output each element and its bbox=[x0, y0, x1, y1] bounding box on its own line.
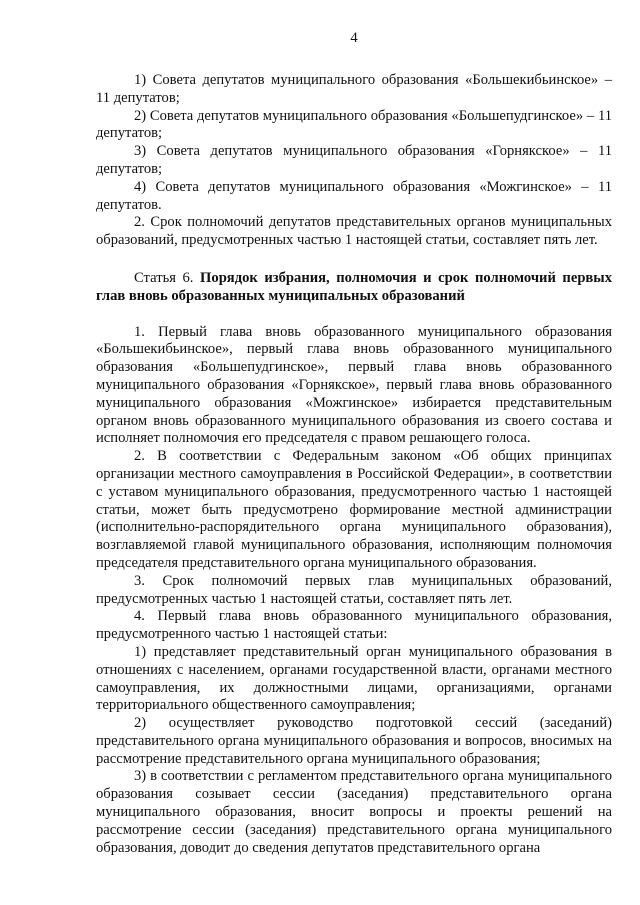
article-number: Статья 6. bbox=[134, 269, 194, 286]
paragraph: 2. В соответствии с Федеральным законом «Об общих принципах организации местного самоуправления в Российской Федерации», в соответствии с уставом муниципального образования, предусмотренного частью 1 настоящей статьи, может быть предусмотрено формирование местной администрации (исполнительно-распорядительного органа муниципального образования), возглавляемой главой муниципального образования, исполняющим полномочия председателя представительного органа муниципального образования. bbox=[96, 448, 612, 571]
list-item: 3) Совета депутатов муниципального образования «Горнякское» – 11 депутатов; bbox=[96, 143, 612, 177]
article-heading bbox=[96, 270, 612, 306]
paragraph: 4. Первый глава вновь образованного муниципального образования, предусмотренного частью 1 настоящей статьи: bbox=[96, 608, 612, 643]
paragraph: 1. Первый глава вновь образованного муниципального образования «Большекибьинское», первый глава вновь образованного муниципального образования «Большепудгинское», первый глава вновь образованного муниципального образования «Горнякское», первый глава вновь образованного муниципального образования «Можгинское» избирается представительным органом вновь образованного муниципального образования из своего состава и исполняет полномочия его председателя с правом решающего голоса. bbox=[96, 323, 612, 447]
paragraph: 3) в соответствии с регламентом представительного органа муниципального образования созывает сессии (заседания) представительного органа муниципального образования, вносит вопросы и проекты решений на рассмотрение сессии (заседания) представительного органа муниципального образования, доводит до сведения депутатов представительного органа bbox=[96, 768, 612, 856]
list-item: 4) Совета депутатов муниципального образования «Можгинское» – 11 депутатов. bbox=[96, 178, 612, 213]
term-paragraph: 2. Срок полномочий депутатов представительных органов муниципальных образований, предусмотренных частью 1 настоящей статьи, составляет пять лет. bbox=[96, 214, 612, 249]
list-item: 1) Совета депутатов муниципального образования «Большекибьинское» – 11 депутатов; bbox=[96, 72, 612, 106]
article-title: Порядок избрания, полномочия и срок полномочий первых глав вновь образованных муниципальных образований bbox=[96, 269, 613, 304]
paragraph: 1) представляет представительный орган муниципального образования в отношениях с населением, органами государственной власти, органами местного самоуправления, их должностными лицами, организациями, органами территориального общественного самоуправления; bbox=[96, 643, 612, 714]
page-number: 4 bbox=[350, 30, 358, 46]
deputies-count-list bbox=[96, 72, 612, 214]
paragraph: 2) осуществляет руководство подготовкой сессий (заседаний) представительного органа муниципального образования и вопросов, вносимых на рассмотрение представительного органа муниципального образования; bbox=[96, 715, 612, 767]
list-item: 2) Совета депутатов муниципального образования «Большепудгинское» – 11 депутатов; bbox=[96, 107, 612, 142]
paragraph: 3. Срок полномочий первых глав муниципальных образований, предусмотренных частью 1 настоящей статьи, составляет пять лет. bbox=[96, 572, 612, 607]
article-body bbox=[96, 324, 612, 858]
